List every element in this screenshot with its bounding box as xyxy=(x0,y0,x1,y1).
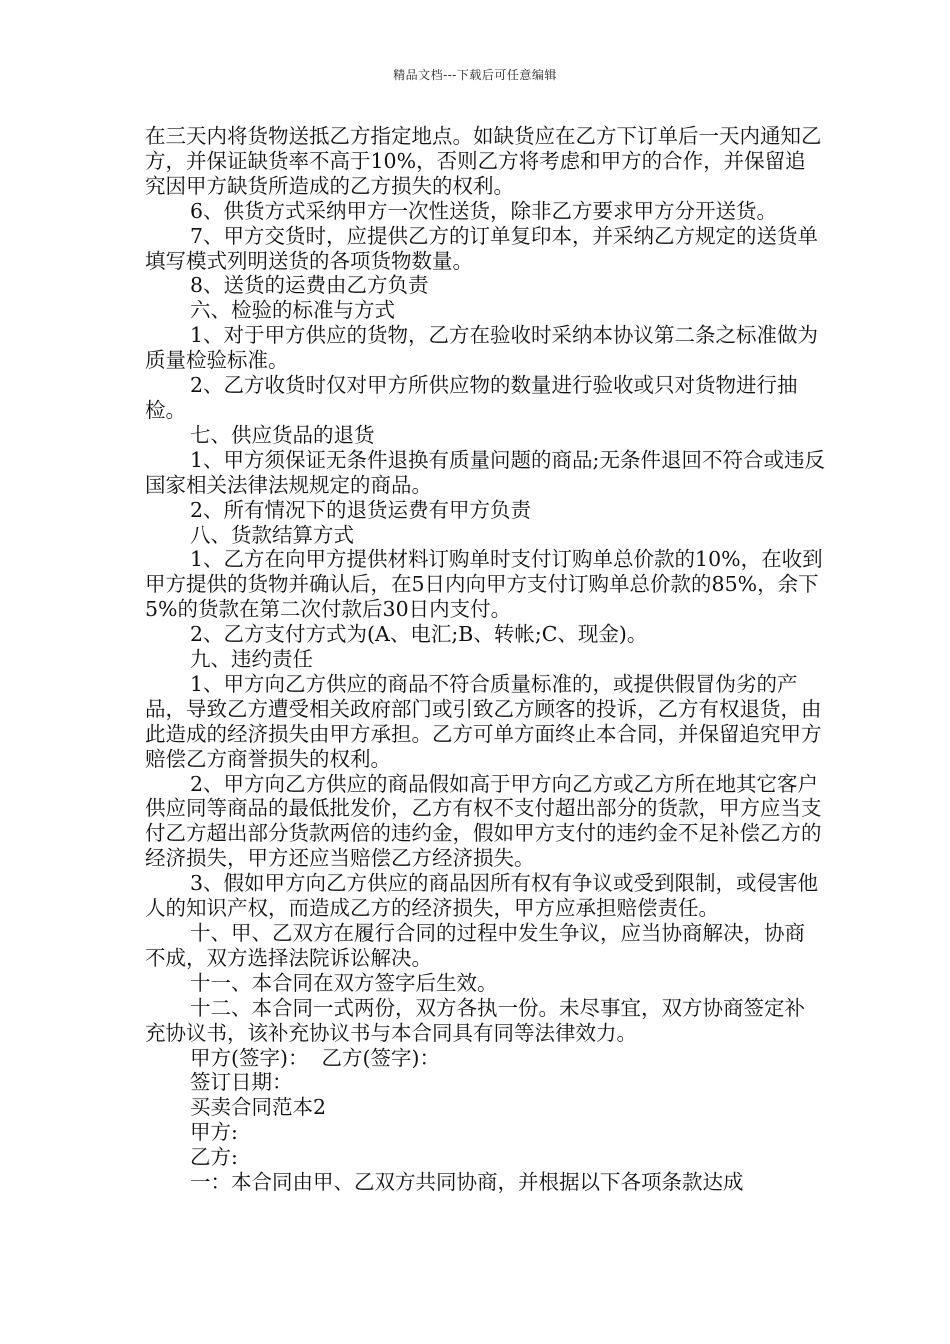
paragraph: 3、假如甲方向乙方供应的商品因所有权有争议或受到限制，或侵害他人的知识产权，而造成乙方的经济损失，甲方应承担赔偿责任。 xyxy=(145,871,819,921)
party-b: 乙方: xyxy=(190,1145,238,1170)
paragraph: 1、甲方须保证无条件退换有质量问题的商品;无条件退回不符合或违反国家相关法律法规规定的商品。 xyxy=(145,447,825,497)
paragraph: 1、乙方在向甲方提供材料订购单时支付订购单总价款的10%，在收到甲方提供的货物并确认后，在5日内向甲方支付订购单总价款的85%，余下5%的货款在第二次付款后30日内支付。 xyxy=(145,547,823,622)
paragraph: 2、乙方支付方式为(A、电汇;B、转帐;C、现金)。 xyxy=(190,622,648,647)
document-title: 买卖合同范本2 xyxy=(190,1095,327,1120)
paragraph: 十一、本合同在双方签字后生效。 xyxy=(190,970,498,995)
paragraph: 2、甲方向乙方供应的商品假如高于甲方向乙方或乙方所在地其它客户供应同等商品的最低批发价，乙方有权不支付超出部分的货款，甲方应当支付乙方超出部分货款两倍的违约金，假如甲方支付的违约金不足补偿乙方的经济损失，甲方还应当赔偿乙方经济损失。 xyxy=(145,771,822,871)
paragraph: 7、甲方交货时，应提供乙方的订单复印本，并采纳乙方规定的送货单填写模式列明送货的各项货物数量。 xyxy=(145,223,819,273)
party-a: 甲方: xyxy=(190,1120,238,1145)
document-body xyxy=(145,124,825,1195)
paragraph: 在三天内将货物送抵乙方指定地点。如缺货应在乙方下订单后一天内通知乙方，并保证缺货率不高于10%，否则乙方将考虑和甲方的合作，并保留追究因甲方缺货所造成的乙方损失的权利。 xyxy=(145,124,822,198)
paragraph: 1、对于甲方供应的货物，乙方在验收时采纳本协议第二条之标准做为质量检验标准。 xyxy=(145,323,819,373)
section-heading: 九、违约责任 xyxy=(190,647,313,672)
paragraph: 8、送货的运费由乙方负责 xyxy=(190,273,429,298)
paragraph: 2、乙方收货时仅对甲方所供应物的数量进行验收或只对货物进行抽检。 xyxy=(145,373,798,422)
section-heading: 六、检验的标准与方式 xyxy=(190,298,395,323)
page-header: 精品文档---下载后可任意编辑 xyxy=(393,68,557,82)
signing-date: 签订日期： xyxy=(190,1070,293,1095)
paragraph: 2、所有情况下的退货运费有甲方负责 xyxy=(190,497,532,522)
paragraph: 十、甲、乙双方在履行合同的过程中发生争议，应当协商解决，协商不成，双方选择法院诉讼解决。 xyxy=(145,921,805,970)
paragraph: 一：本合同由甲、乙双方共同协商，并根据以下各项条款达成 xyxy=(190,1170,744,1195)
paragraph: 6、供货方式采纳甲方一次性送货，除非乙方要求甲方分开送货。 xyxy=(190,198,778,223)
section-heading: 八、货款结算方式 xyxy=(190,522,354,547)
paragraph: 十二、本合同一式两份，双方各执一份。未尽事宜，双方协商签定补充协议书，该补充协议书与本合同具有同等法律效力。 xyxy=(145,995,805,1045)
paragraph: 1、甲方向乙方供应的商品不符合质量标准的，或提供假冒伪劣的产品，导致乙方遭受相关政府部门或引致乙方顾客的投诉，乙方有权退货，由此造成的经济损失由甲方承担。乙方可单方面终止本合同，并保留追究甲方赔偿乙方商誉损失的权利。 xyxy=(145,671,822,771)
section-heading: 七、供应货品的退货 xyxy=(190,422,375,447)
signature-line: 甲方(签字)： 乙方(签字)： xyxy=(190,1045,441,1070)
